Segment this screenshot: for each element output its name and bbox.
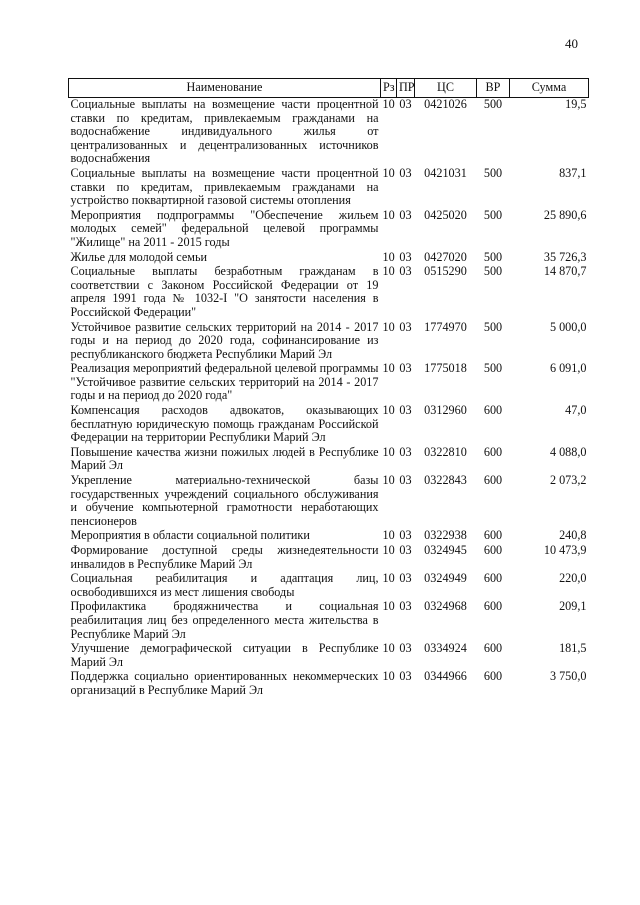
row-vr: 500	[483, 207, 503, 222]
row-sum: 19,5	[565, 97, 587, 111]
row-pr: 03	[399, 543, 412, 557]
table-row	[69, 362, 589, 404]
row-cs: 1775018	[424, 361, 467, 376]
row-rz: 10	[382, 528, 395, 543]
row-rz: 10	[382, 319, 395, 334]
row-name: Компенсация расходов адвокатов, оказывающих бесплатную юридическую помощь гражданам Российской Федерации на территории Республики Марий Эл	[70, 403, 379, 445]
row-cs: 0324945	[424, 543, 467, 557]
row-pr: 03	[399, 403, 412, 418]
row-sum: 10 473,9	[543, 543, 587, 557]
budget-table	[68, 78, 589, 699]
row-name: Социальные выплаты на возмещение части процентной ставки по кредитам, привлекаемым гражданами на устройство поквартирной газовой системы отопления	[70, 165, 379, 208]
row-rz: 10	[382, 165, 395, 180]
row-rz: 10	[382, 361, 395, 376]
row-rz: 10	[382, 444, 395, 459]
row-sum: 2 073,2	[549, 473, 587, 488]
row-sum: 35 726,3	[543, 249, 587, 264]
row-rz: 10	[382, 249, 395, 264]
row-name: Поддержка социально ориентированных некоммерческих организаций в Республике Марий Эл	[70, 669, 379, 697]
header-pr: ПР	[397, 79, 415, 98]
row-cs: 0322810	[424, 444, 467, 459]
table-row	[69, 167, 589, 209]
row-sum: 4 088,0	[549, 444, 587, 459]
row-rz: 10	[382, 599, 395, 614]
row-vr: 600	[483, 641, 503, 656]
row-sum: 837,1	[559, 165, 587, 180]
row-vr: 600	[483, 473, 503, 488]
row-pr: 03	[399, 264, 412, 279]
row-rz: 10	[382, 543, 395, 557]
row-sum: 14 870,7	[543, 264, 587, 279]
row-name: Реализация мероприятий федеральной целевой программы "Устойчивое развитие сельских территорий на 2014 - 2017 годы и на период до 2020 года"	[70, 361, 379, 403]
row-vr: 500	[483, 249, 503, 264]
row-rz: 10	[382, 207, 395, 222]
row-rz: 10	[382, 571, 395, 586]
row-cs: 1774970	[424, 319, 467, 334]
row-name: Мероприятия в области социальной политики	[70, 528, 310, 543]
row-vr: 600	[483, 571, 503, 586]
table-header-row	[69, 79, 589, 98]
row-pr: 03	[399, 641, 412, 656]
row-vr: 500	[483, 97, 503, 111]
header-vr: ВР	[477, 79, 510, 98]
row-sum: 220,0	[559, 571, 587, 586]
row-sum: 3 750,0	[549, 669, 587, 684]
table-row	[69, 209, 589, 251]
row-rz: 10	[382, 97, 395, 111]
row-pr: 03	[399, 444, 412, 459]
page-number: 40	[565, 36, 578, 51]
row-vr: 500	[483, 264, 503, 279]
table-row	[69, 98, 589, 167]
row-vr: 600	[483, 444, 503, 459]
row-cs: 0427020	[424, 249, 467, 264]
row-pr: 03	[399, 97, 412, 111]
row-name: Формирование доступной среды жизнедеятельности инвалидов в Республике Марий Эл	[70, 543, 379, 571]
row-vr: 600	[483, 543, 503, 557]
row-vr: 500	[483, 319, 503, 334]
row-cs: 0322843	[424, 473, 467, 488]
row-pr: 03	[399, 473, 412, 488]
row-name: Жилье для молодой семьи	[70, 249, 208, 264]
row-name: Устойчивое развитие сельских территорий на 2014 - 2017 годы и на период до 2020 года, софинансирование из республиканского бюджета Республики Марий Эл	[70, 319, 379, 361]
row-cs: 0425020	[424, 207, 467, 222]
row-sum: 47,0	[565, 403, 587, 418]
row-sum: 25 890,6	[543, 207, 587, 222]
table-row	[69, 670, 589, 698]
table-row	[69, 321, 589, 363]
row-name: Улучшение демографической ситуации в Республике Марий Эл	[70, 641, 379, 669]
row-cs: 0324968	[424, 599, 467, 614]
row-name: Повышение качества жизни пожилых людей в Республике Марий Эл	[70, 444, 379, 473]
row-pr: 03	[399, 571, 412, 586]
row-sum: 181,5	[559, 641, 587, 656]
row-name: Укрепление материально-технической базы государственных учреждений социального обслуживания и обучение компьютерной грамотности неработающих пенсионеров	[70, 473, 379, 528]
row-vr: 600	[483, 528, 503, 543]
row-cs: 0324949	[424, 571, 467, 586]
row-rz: 10	[382, 473, 395, 488]
table-row	[69, 529, 589, 544]
row-cs: 0312960	[424, 403, 467, 418]
header-rz: Рз	[381, 79, 397, 98]
table-row	[69, 572, 589, 600]
header-name: Наименование	[69, 79, 381, 98]
header-sum: Сумма	[510, 79, 589, 98]
row-vr: 500	[483, 361, 503, 376]
row-rz: 10	[382, 403, 395, 418]
row-rz: 10	[382, 669, 395, 684]
row-rz: 10	[382, 641, 395, 656]
row-cs: 0334924	[424, 641, 467, 656]
table-row	[69, 404, 589, 446]
row-sum: 6 091,0	[549, 361, 587, 376]
row-cs: 0421031	[424, 165, 467, 180]
row-pr: 03	[399, 249, 412, 264]
row-pr: 03	[399, 599, 412, 614]
header-cs: ЦС	[415, 79, 477, 98]
row-sum: 240,8	[559, 528, 587, 543]
row-name: Социальные выплаты на возмещение части процентной ставки по кредитам, привлекаемым гражданами на водоснабжение индивидуального жилья от централизованных и децентрализованных источников водоснабжения	[70, 97, 379, 166]
row-pr: 03	[399, 207, 412, 222]
row-sum: 5 000,0	[549, 319, 587, 334]
row-cs: 0515290	[424, 264, 467, 279]
table-row	[69, 544, 589, 572]
row-rz: 10	[382, 264, 395, 279]
table-row	[69, 642, 589, 670]
table-body	[69, 98, 589, 699]
row-pr: 03	[399, 319, 412, 334]
row-vr: 600	[483, 403, 503, 418]
table-row	[69, 265, 589, 320]
row-pr: 03	[399, 528, 412, 543]
row-name: Мероприятия подпрограммы "Обеспечение жильем молодых семей" федеральной целевой программы "Жилище" на 2011 - 2015 годы	[70, 207, 379, 249]
row-pr: 03	[399, 669, 412, 684]
row-name: Социальные выплаты безработным гражданам в соответствии с Законом Российской Федерации от 19 апреля 1991 года № 1032-I "О занятости населения в Российской Федерации"	[70, 264, 379, 319]
table-row	[69, 251, 589, 266]
table-row	[69, 474, 589, 529]
row-sum: 209,1	[559, 599, 587, 614]
table-row	[69, 446, 589, 474]
row-cs: 0421026	[424, 97, 467, 111]
table-row	[69, 600, 589, 642]
row-cs: 0322938	[424, 528, 467, 543]
row-vr: 500	[483, 165, 503, 180]
row-pr: 03	[399, 361, 412, 376]
row-vr: 600	[483, 669, 503, 684]
row-cs: 0344966	[424, 669, 467, 684]
row-name: Профилактика бродяжничества и социальная реабилитация лиц без определенного места жительства в Республике Марий Эл	[70, 599, 379, 641]
row-name: Социальная реабилитация и адаптация лиц, освободившихся из мест лишения свободы	[70, 571, 379, 599]
row-pr: 03	[399, 165, 412, 180]
row-vr: 600	[483, 599, 503, 614]
